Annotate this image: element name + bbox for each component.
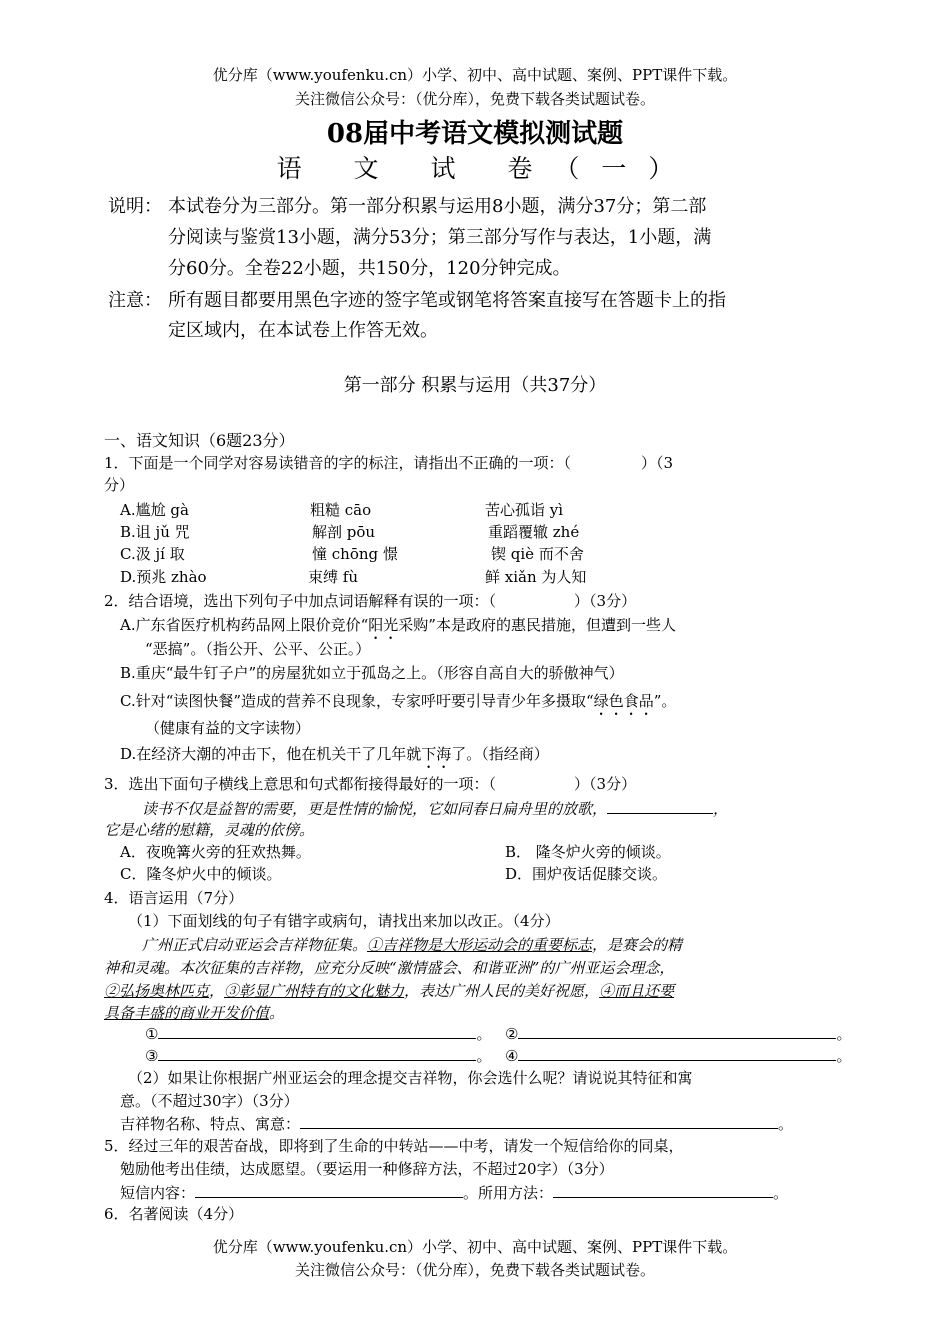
exam-title: 08届中考语文模拟测试题	[326, 119, 624, 149]
q4-sub2-label: 吉祥物名称、特点、寓意：	[120, 1115, 301, 1133]
q3-stem-tail: ）（3分）	[574, 775, 637, 793]
q3-passage-blank[interactable]	[607, 797, 713, 814]
q3-option-b: B． 隆冬炉火旁的倾谈。	[505, 843, 671, 861]
header-line-2: 关注微信公众号：（优分库），免费下载各类试题试卷。	[294, 90, 655, 108]
q4-period-2: 。	[836, 1025, 852, 1043]
q1-option-a-2: 粗糙 cāo	[310, 501, 372, 519]
q4-answer-1[interactable]	[158, 1022, 476, 1039]
notes-zhuyi-line-2: 定区域内，在本试卷上作答无效。	[168, 320, 438, 341]
q4-answer-row-2b	[505, 1044, 851, 1066]
q4-underline-4b: 具备丰盛的商业开发价值	[104, 1004, 270, 1022]
q4-sub2-period: 。	[778, 1115, 794, 1133]
q4-answer-3[interactable]	[158, 1044, 476, 1061]
q2-d-text-1: D.在经济大潮的冲击下，他在机关干了几年就	[120, 745, 422, 763]
q4-answer-row-1b	[505, 1022, 851, 1044]
q2-option-c-line-2: （健康有益的文字读物）	[145, 719, 311, 737]
q2-stem-text: 2．结合语境，选出下列句子中加点词语解释有误的一项：（	[104, 592, 497, 610]
notes-shuoming-label: 说明：	[108, 196, 162, 217]
q3-passage-comma: ，	[713, 800, 729, 818]
q4-sub1: （1）下面划线的句子有错字或病句，请找出来加以改正。（4分）	[128, 912, 560, 930]
q4-sub2-answer[interactable]	[300, 1112, 778, 1129]
q4-passage-line-4	[104, 1002, 284, 1023]
q3-option-d: D．围炉夜话促膝交谈。	[505, 865, 668, 883]
q4-passage-text-1: 广州正式启动亚运会吉祥物征集。	[142, 936, 368, 954]
q4-passage-line-2: 神和灵魂。本次征集的吉祥物，应充分反映“激情盛会、和谐亚洲”的广州亚运会理念，	[104, 959, 675, 977]
q4-underline-2: ②弘扬奥林匹克	[104, 982, 210, 1000]
q2-option-d	[120, 743, 549, 772]
footer-line-1: 优分库（www.youfenku.cn）小学、初中、高中试题、案例、PPT课件下载。	[212, 1238, 738, 1256]
q3-passage-text: 读书不仅是益智的需要，更是性情的愉悦，它如同春日扁舟里的放歌，	[142, 800, 608, 818]
q4-passage-line-3	[104, 980, 674, 1001]
q3-option-a: A．夜晚篝火旁的狂欢热舞。	[120, 843, 311, 861]
q4-passage-comma: ，	[209, 982, 225, 1000]
q5-content-label: 短信内容：	[120, 1184, 196, 1202]
q5-line-2: 勉励他考出佳绩，达成愿望。（要运用一种修辞方法，不超过20字）（3分）	[120, 1160, 614, 1178]
q3-stem	[104, 773, 636, 794]
q1-option-c-2: 憧 chōng 憬	[312, 545, 398, 563]
q1-option-a-1: A.尴尬 gà	[120, 501, 189, 519]
footer-line-2: 关注微信公众号：（优分库），免费下载各类试题试卷。	[294, 1261, 655, 1279]
q2-d-dotted-word: 下海	[421, 745, 452, 763]
header-line-1: 优分库（www.youfenku.cn）小学、初中、高中试题、案例、PPT课件下载。	[212, 66, 738, 84]
q1-option-a-3: 苦心孤诣 yì	[485, 501, 564, 519]
q2-stem	[104, 590, 636, 611]
q1-stem-line-2: 分）	[104, 476, 135, 494]
q4-marker-1: ①	[145, 1025, 159, 1043]
q2-stem-tail: ）（3分）	[574, 592, 637, 610]
q5-answer-row	[120, 1181, 788, 1203]
q1-option-b-1: B.诅 jǔ 咒	[120, 523, 190, 541]
q1-stem-tail: ）（3	[641, 454, 674, 472]
q1-option-c-1: C.汲 jí 取	[120, 545, 185, 563]
q1-option-d-3: 鲜 xiǎn 为人知	[485, 568, 587, 586]
q2-c-text-1: C.针对“读图快餐”造成的营养不良现象，专家呼吁要引导青少年多摄取“	[120, 692, 594, 710]
q3-stem-text: 3．选出下面句子横线上意思和句式都衔接得最好的一项：（	[104, 775, 497, 793]
exam-subtitle: 语 文 试 卷（一）	[276, 154, 696, 183]
q5-content-answer[interactable]	[195, 1181, 463, 1198]
section1-title: 一、语文知识（6题23分）	[104, 431, 295, 450]
q4-period-4: 。	[836, 1047, 852, 1065]
q1-option-b-3: 重蹈覆辙 zhé	[488, 523, 580, 541]
notes-shuoming-line-1: 本试卷分为三部分。第一部分积累与运用8小题，满分37分；第二部	[168, 196, 707, 217]
q4-sub2-line-2: 意。（不超过30字）（3分）	[120, 1092, 299, 1110]
q4-stem: 4．语言运用（7分）	[104, 889, 244, 907]
q4-passage-text-2: ，是赛会的精	[592, 936, 683, 954]
q1-stem	[104, 452, 673, 473]
q1-option-d-1: D.预兆 zhào	[120, 568, 207, 586]
q5-period: 。	[773, 1184, 789, 1202]
q2-c-text-2: ”。	[653, 692, 677, 710]
q2-c-dotted-word: 绿色食品	[593, 692, 654, 710]
q4-underline-1: ①吉祥物是大形运动会的重要标志	[367, 936, 593, 954]
q1-option-d-2: 束缚 fù	[308, 568, 358, 586]
q2-a-text-1: A.广东省医疗机构药品网上限价竞价“	[120, 616, 369, 634]
q4-sub2-line-1: （2）如果让你根据广州亚运会的理念提交吉祥物，你会选什么呢？请说说其特征和寓	[128, 1069, 693, 1087]
notes-shuoming-line-2: 分阅读与鉴赏13小题，满分53分；第三部分写作与表达，1小题，满	[168, 227, 712, 248]
q1-option-c-3: 锲 qiè 而不舍	[491, 545, 584, 563]
q2-option-a-line-2: “恶搞”。（指公开、公平、公正。）	[145, 640, 371, 658]
notes-zhuyi-line-1: 所有题目都要用黑色字迹的签字笔或钢笔将答案直接写在答题卡上的指	[168, 290, 726, 311]
q4-underline-3: ③彰显广州特有的文化魅力	[224, 982, 405, 1000]
q4-answer-4[interactable]	[518, 1044, 836, 1061]
q3-option-c: C．隆冬炉火中的倾谈。	[120, 865, 282, 883]
q5-method-answer[interactable]	[553, 1181, 773, 1198]
q4-passage-line-1	[142, 934, 682, 955]
q4-underline-4a: ④而且还要	[599, 982, 675, 1000]
q2-a-dotted-word: 阳光	[368, 616, 399, 634]
q1-stem-text: 1．下面是一个同学对容易读错音的字的标注，请指出不正确的一项：（	[104, 454, 572, 472]
q2-option-c-line-1	[120, 690, 676, 719]
q3-passage-line-1	[142, 797, 728, 819]
q5-method-label: 。所用方法：	[463, 1184, 554, 1202]
q4-marker-4: ④	[505, 1047, 519, 1065]
q4-answer-2[interactable]	[518, 1022, 836, 1039]
notes-shuoming-line-3: 分60分。全卷22小题，共150分，120分钟完成。	[168, 258, 571, 279]
part1-title: 第一部分 积累与运用（共37分）	[343, 375, 607, 396]
q4-answer-row-1	[145, 1022, 491, 1044]
q6-stem: 6．名著阅读（4分）	[104, 1205, 244, 1223]
q3-passage-line-2: 它是心绪的慰籍，灵魂的依傍。	[104, 821, 315, 839]
q4-answer-row-2	[145, 1044, 491, 1066]
notes-zhuyi-label: 注意：	[108, 290, 162, 311]
q4-period-3: 。	[476, 1047, 492, 1065]
q2-a-text-2: 采购”本是政府的惠民措施，但遭到一些人	[398, 616, 676, 634]
q4-marker-3: ③	[145, 1047, 159, 1065]
q4-passage-text-3: ，表达广州人民的美好祝愿，	[404, 982, 600, 1000]
q4-sub2-answer-row	[120, 1112, 793, 1134]
q4-passage-end: 。	[269, 1004, 285, 1022]
q4-marker-2: ②	[505, 1025, 519, 1043]
q4-period-1: 。	[476, 1025, 492, 1043]
q2-option-b: B.重庆“最牛钉子户”的房屋犹如立于孤岛之上。（形容自高自大的骄傲神气）	[120, 664, 624, 682]
q1-option-b-2: 解剖 pōu	[312, 523, 376, 541]
q2-d-text-2: 了。（指经商）	[451, 745, 549, 763]
q5-line-1: 5．经过三年的艰苦奋战，即将到了生命的中转站——中考，请发一个短信给你的同桌，	[104, 1137, 684, 1155]
